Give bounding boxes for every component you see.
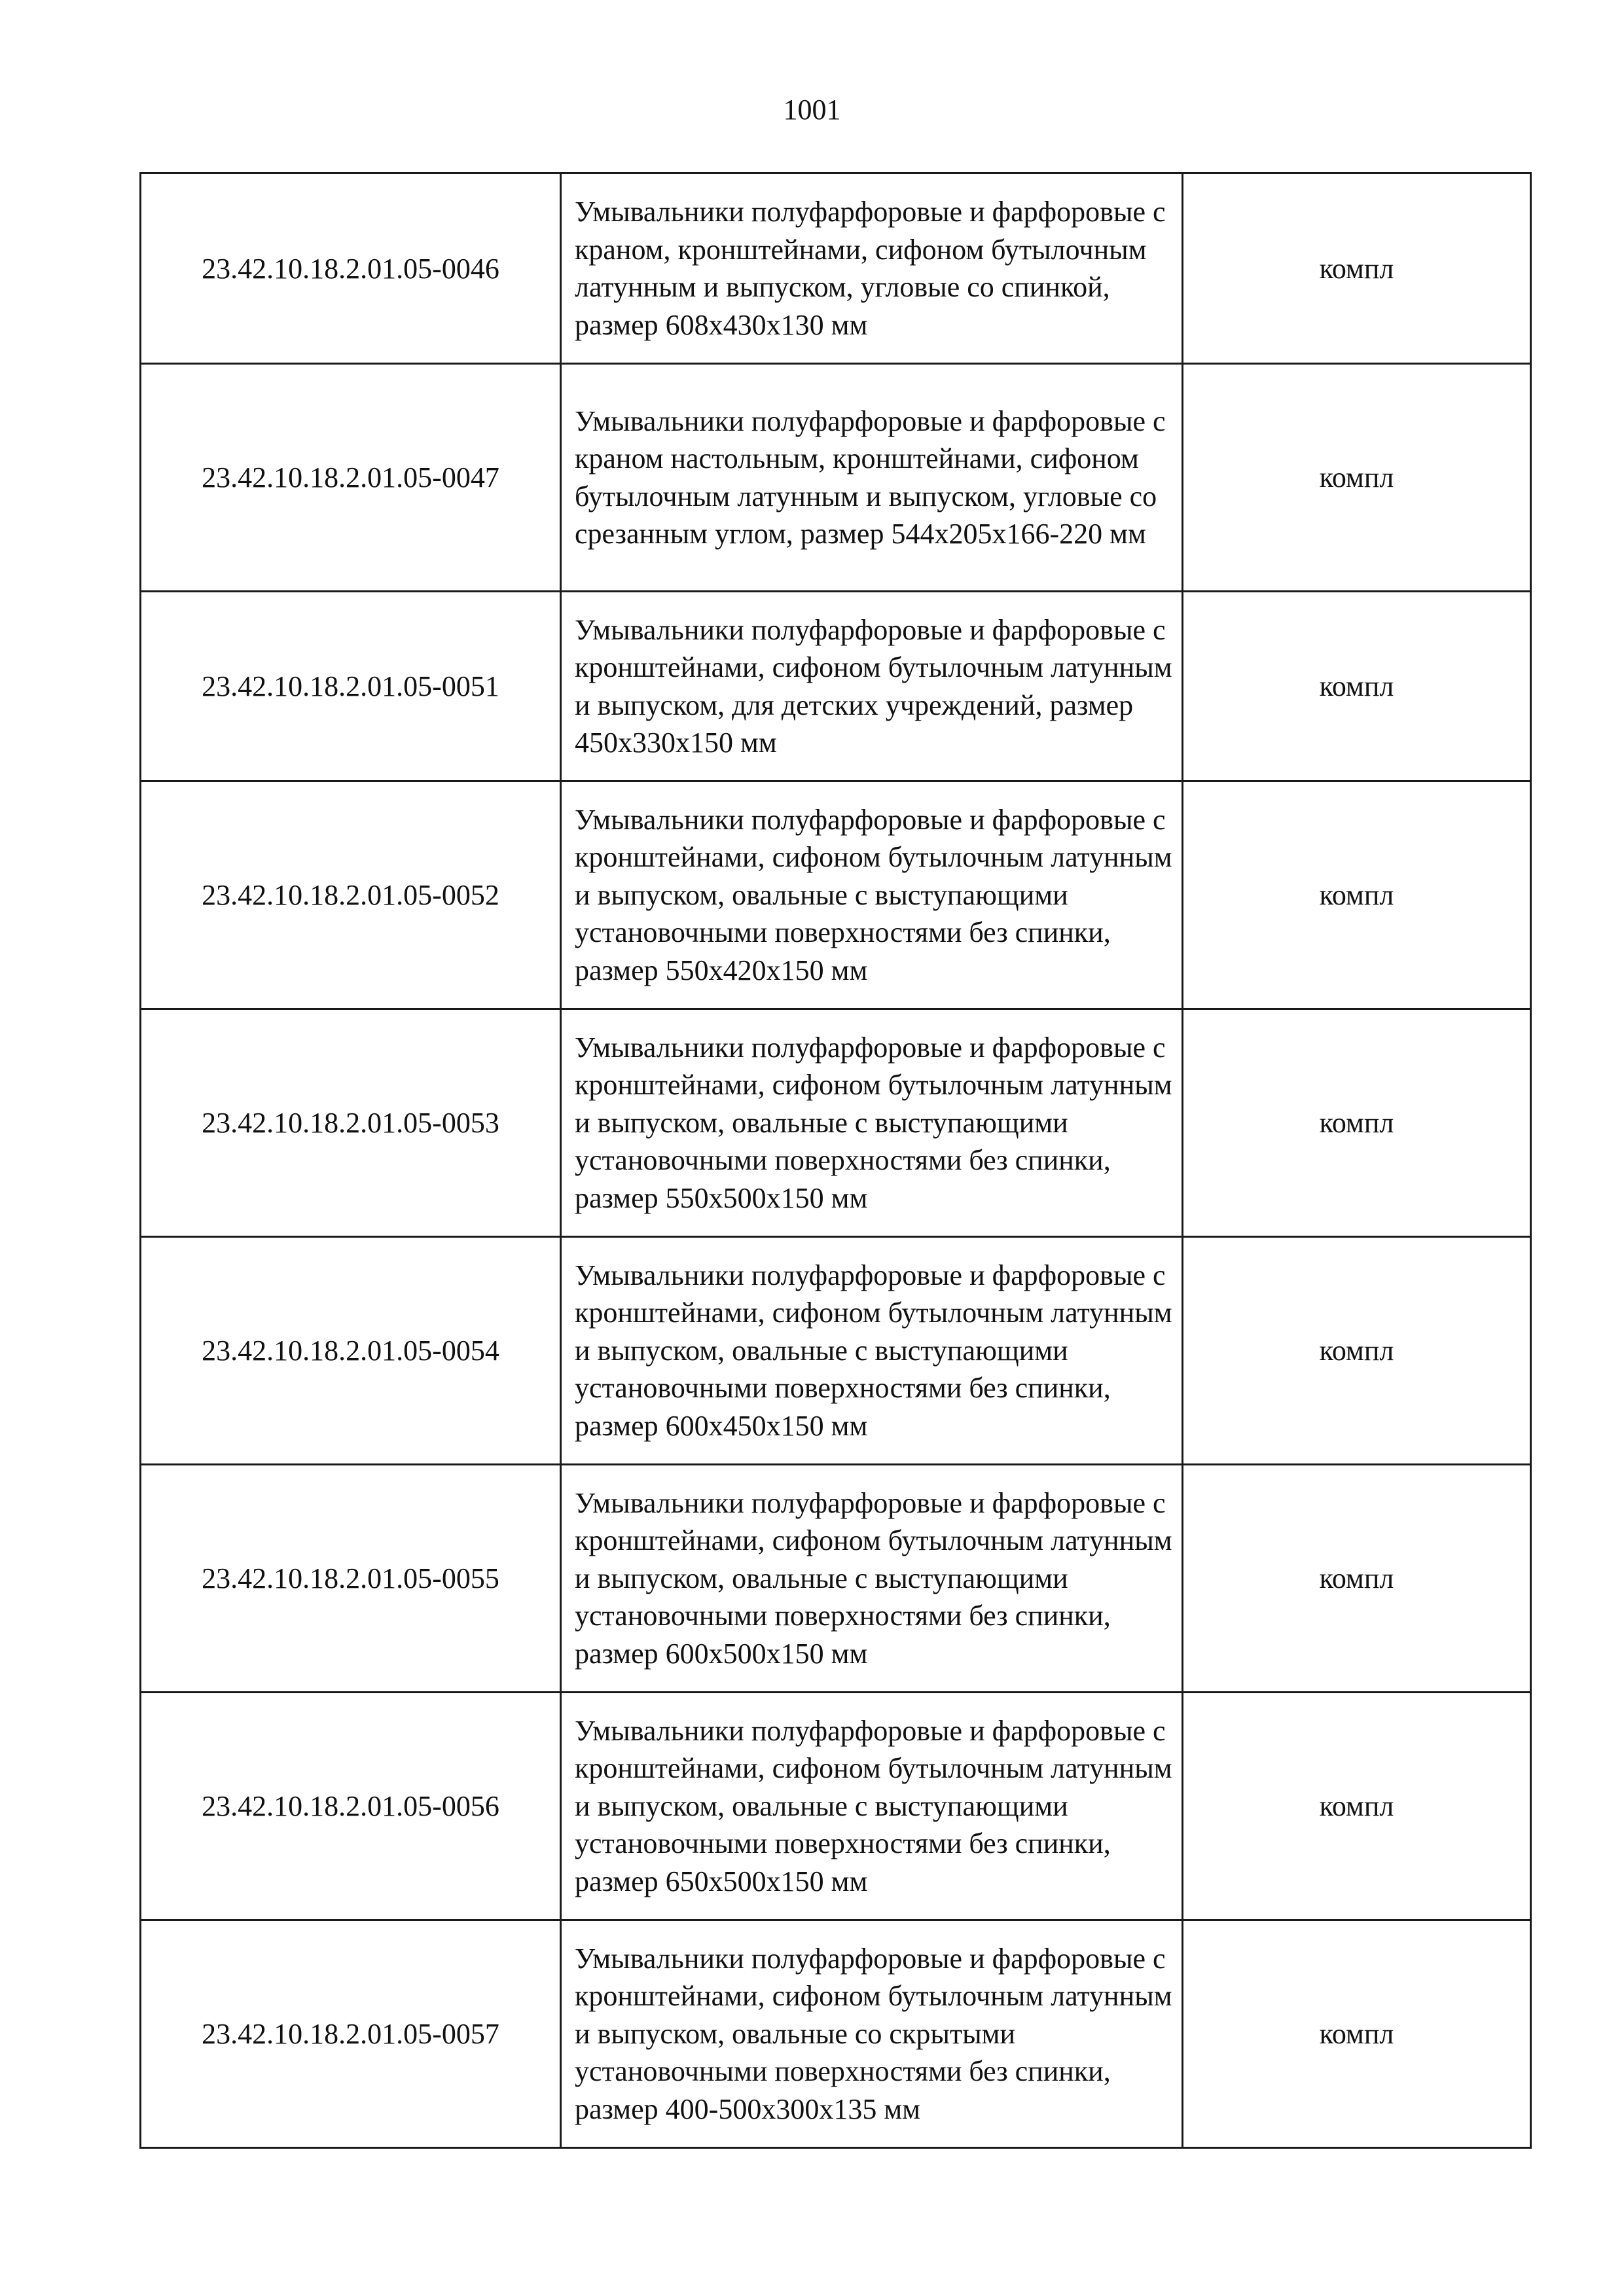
resource-code: 23.42.10.18.2.01.05-0053	[141, 1009, 561, 1237]
resource-code: 23.42.10.18.2.01.05-0057	[141, 1920, 561, 2148]
table-row	[141, 781, 1531, 1009]
unit-of-measure: компл	[1183, 1237, 1531, 1465]
unit-of-measure: компл	[1183, 781, 1531, 1009]
resource-description: Умывальники полуфарфоровые и фарфоровые с кронштейнами, сифоном бутылочным латунным и выпуском, овальные с выступающими установочными поверхностями без спинки, размер 600х500х150 мм	[561, 1465, 1183, 1693]
resource-code: 23.42.10.18.2.01.05-0052	[141, 781, 561, 1009]
resource-code: 23.42.10.18.2.01.05-0051	[141, 592, 561, 781]
unit-of-measure: компл	[1183, 1693, 1531, 1920]
table-row	[141, 173, 1531, 364]
resource-code: 23.42.10.18.2.01.05-0055	[141, 1465, 561, 1693]
table-row	[141, 1465, 1531, 1693]
resource-description: Умывальники полуфарфоровые и фарфоровые с кронштейнами, сифоном бутылочным латунным и выпуском, овальные с выступающими установочными поверхностями без спинки, размер 550х420х150 мм	[561, 781, 1183, 1009]
resource-description: Умывальники полуфарфоровые и фарфоровые с кронштейнами, сифоном бутылочным латунным и выпуском, овальные с выступающими установочными поверхностями без спинки, размер 650х500х150 мм	[561, 1693, 1183, 1920]
resource-code: 23.42.10.18.2.01.05-0056	[141, 1693, 561, 1920]
resource-description: Умывальники полуфарфоровые и фарфоровые с краном настольным, кронштейнами, сифоном бутылочным латунным и выпуском, угловые со срезанным углом, размер 544х205х166-220 мм	[561, 364, 1183, 592]
table-row	[141, 1237, 1531, 1465]
resource-table	[139, 172, 1532, 2149]
unit-of-measure: компл	[1183, 1920, 1531, 2148]
resource-description: Умывальники полуфарфоровые и фарфоровые с кронштейнами, сифоном бутылочным латунным и выпуском, овальные со скрытыми установочными поверхностями без спинки, размер 400-500х300х135 мм	[561, 1920, 1183, 2148]
resource-code: 23.42.10.18.2.01.05-0047	[141, 364, 561, 592]
unit-of-measure: компл	[1183, 364, 1531, 592]
table-row	[141, 592, 1531, 781]
unit-of-measure: компл	[1183, 1009, 1531, 1237]
resource-description: Умывальники полуфарфоровые и фарфоровые с кронштейнами, сифоном бутылочным латунным и выпуском, овальные с выступающими установочными поверхностями без спинки, размер 600х450х150 мм	[561, 1237, 1183, 1465]
resource-code: 23.42.10.18.2.01.05-0054	[141, 1237, 561, 1465]
unit-of-measure: компл	[1183, 1465, 1531, 1693]
resource-description: Умывальники полуфарфоровые и фарфоровые с кронштейнами, сифоном бутылочным латунным и выпуском, овальные с выступающими установочными поверхностями без спинки, размер 550х500х150 мм	[561, 1009, 1183, 1237]
table-row	[141, 1920, 1531, 2148]
table-row	[141, 1693, 1531, 1920]
table-row	[141, 1009, 1531, 1237]
unit-of-measure: компл	[1183, 173, 1531, 364]
table-row	[141, 364, 1531, 592]
resource-description: Умывальники полуфарфоровые и фарфоровые с кронштейнами, сифоном бутылочным латунным и выпуском, для детских учреждений, размер 450х330х150 мм	[561, 592, 1183, 781]
resource-description: Умывальники полуфарфоровые и фарфоровые с краном, кронштейнами, сифоном бутылочным латунным и выпуском, угловые со спинкой, размер 608х430х130 мм	[561, 173, 1183, 364]
page-number: 1001	[783, 94, 841, 126]
unit-of-measure: компл	[1183, 592, 1531, 781]
resource-code: 23.42.10.18.2.01.05-0046	[141, 173, 561, 364]
